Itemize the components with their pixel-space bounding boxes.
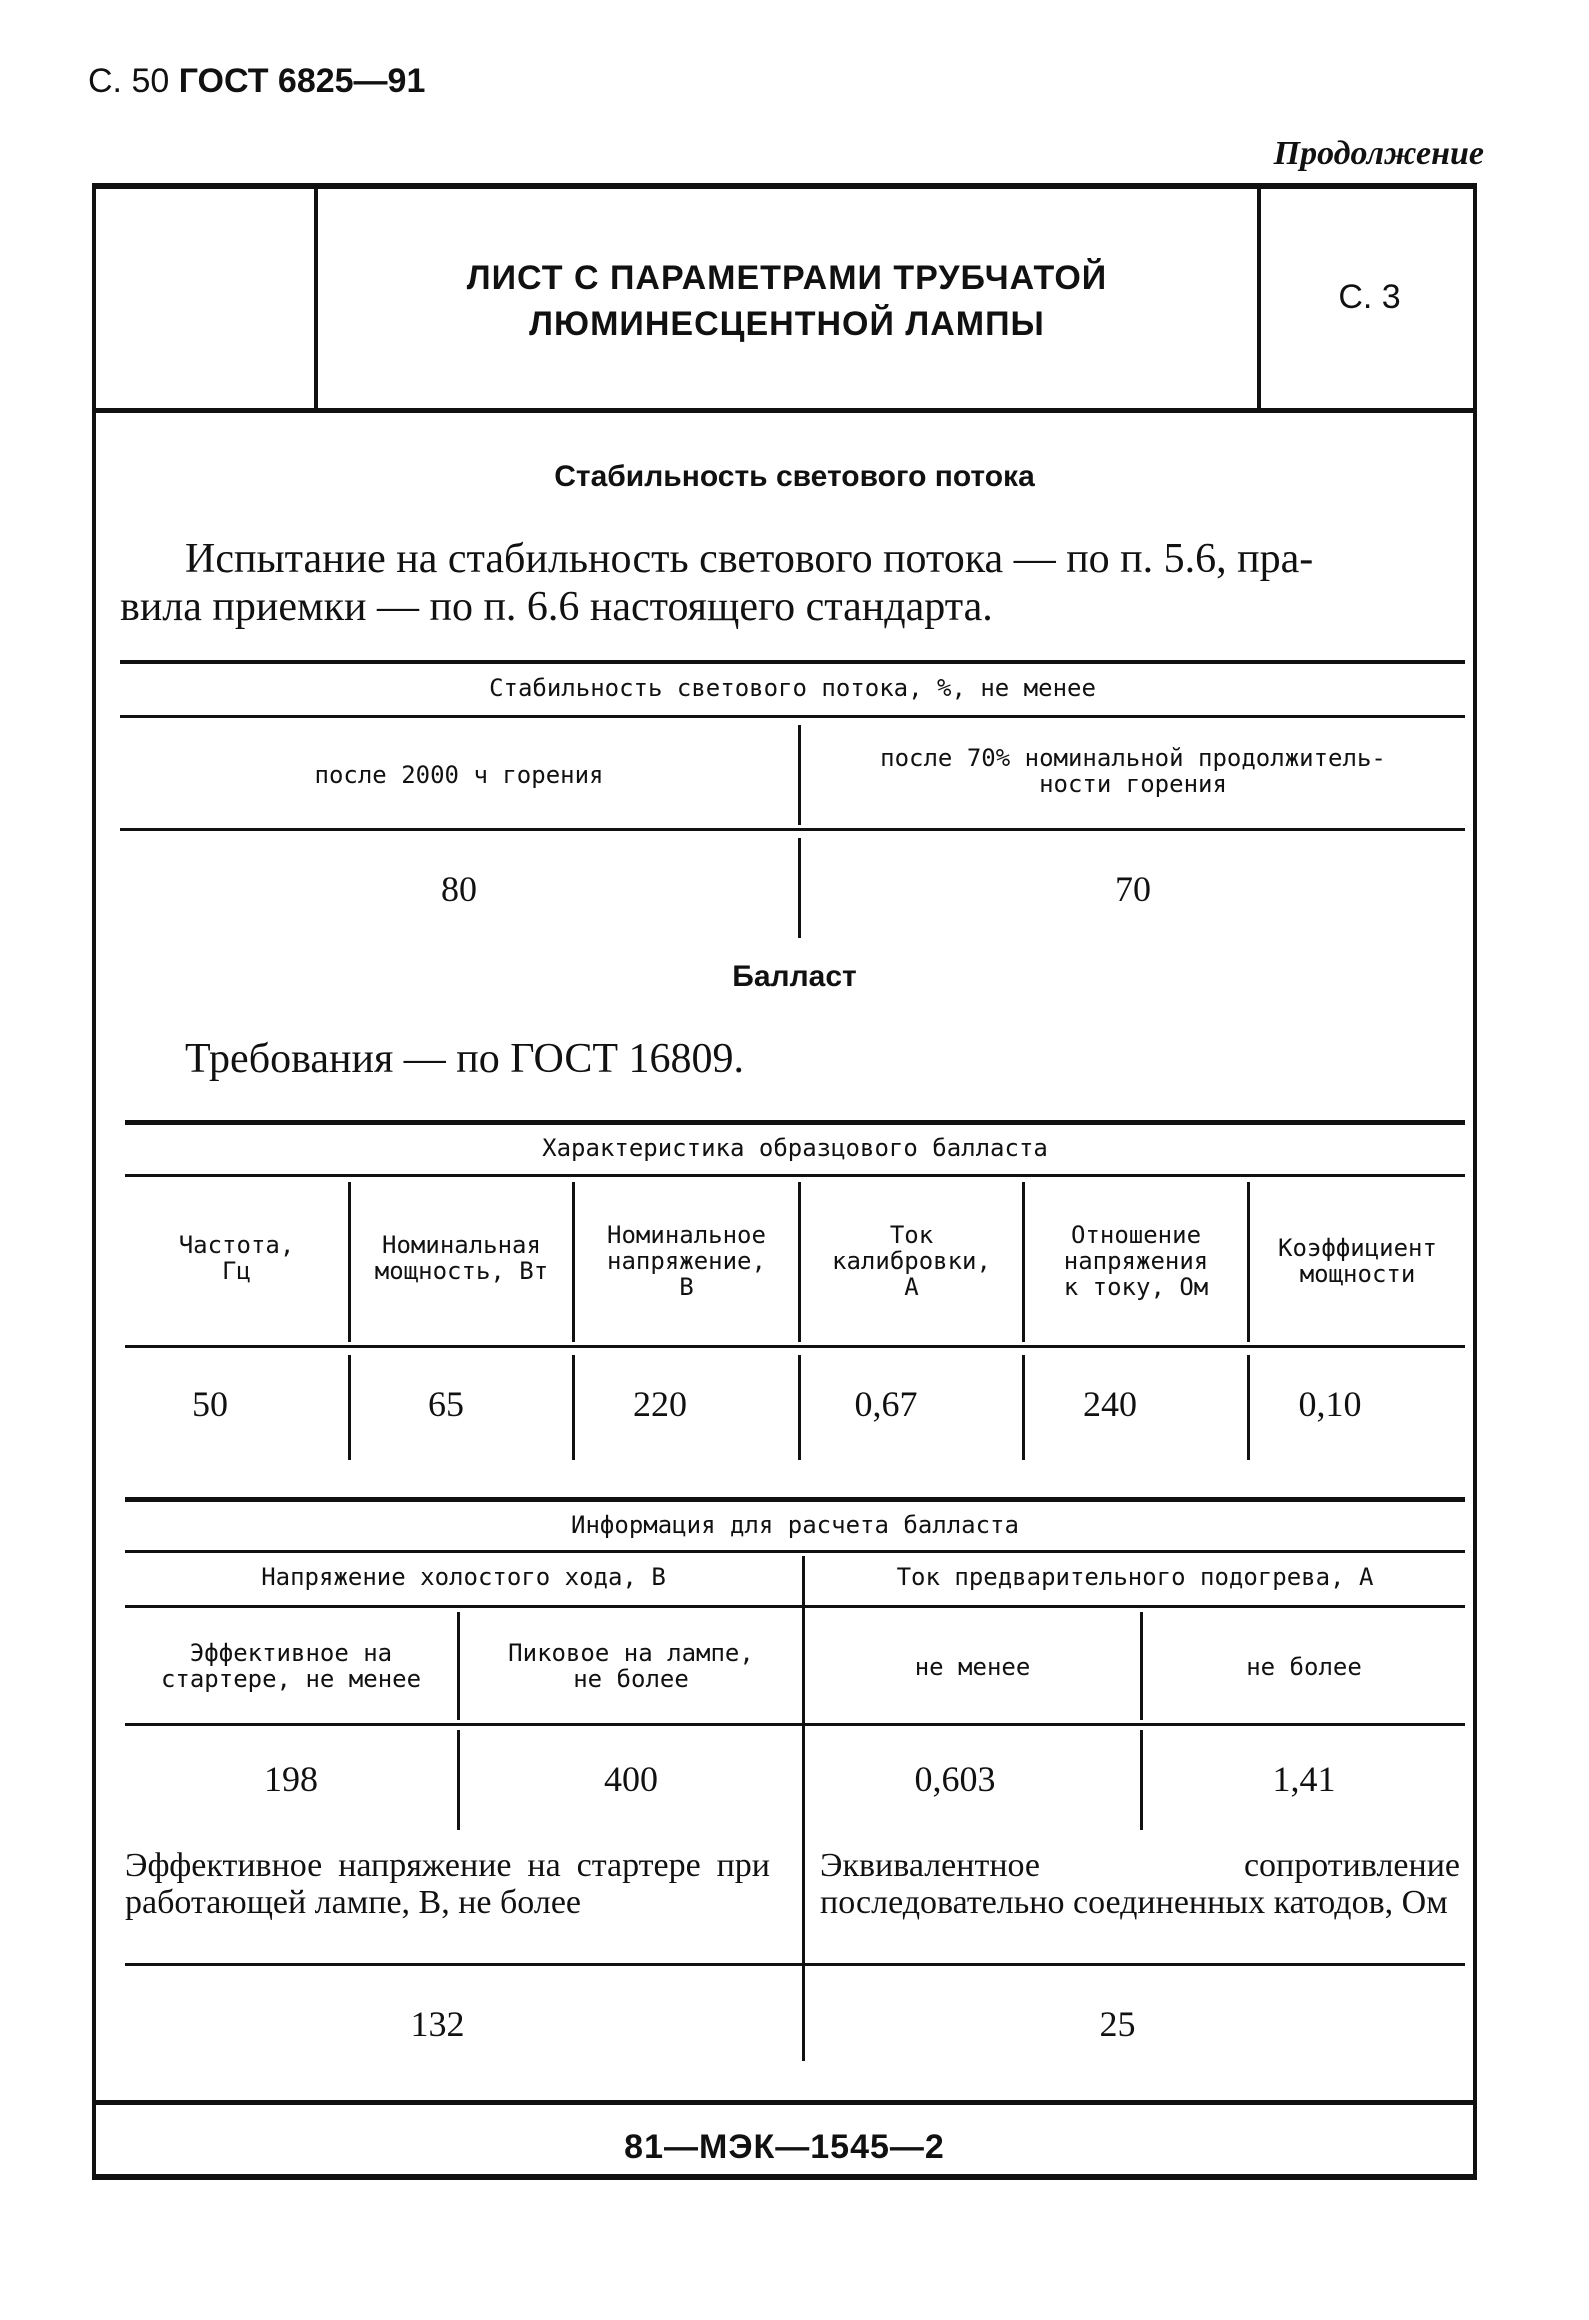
calc-value-starter-voltage: 132 bbox=[410, 2004, 465, 2044]
calc-col-peak-lamp: Пиковое на лампе, не более bbox=[508, 1639, 754, 1693]
calc-group-preheat-current: Ток предварительного подогрева, А bbox=[896, 1563, 1374, 1591]
ballast-col-frequency: Частота, Гц bbox=[178, 1231, 295, 1285]
title-vline-right bbox=[1257, 189, 1261, 411]
sheet-title bbox=[322, 255, 1252, 347]
sheet-title-line1: ЛИСТ С ПАРАМЕТРАМИ ТРУБЧАТОЙ bbox=[466, 259, 1108, 297]
ballast-text: Требования — по ГОСТ 16809. bbox=[185, 1036, 744, 1082]
stability-text bbox=[120, 535, 1460, 631]
calc-group-open-circuit-voltage: Напряжение холостого хода, В bbox=[261, 1563, 666, 1591]
calc-col-min: не менее bbox=[914, 1653, 1031, 1681]
calc-col-max: не более bbox=[1246, 1653, 1362, 1681]
stability-table-title: Стабильность светового потока, %, не менее bbox=[489, 674, 1096, 702]
calc-value-peak-lamp: 400 bbox=[604, 1759, 658, 1799]
stability-value-2000h: 80 bbox=[441, 869, 477, 909]
ballast-col-current: Ток калибровки, А bbox=[832, 1221, 991, 1301]
ballast-value-frequency: 50 bbox=[192, 1384, 228, 1424]
calc-value-min: 0,603 bbox=[914, 1759, 996, 1799]
footer-code: 81—МЭК—1545—2 bbox=[624, 2128, 945, 2166]
sheet-title-line2: ЛЮМИНЕСЦЕНТНОЙ ЛАМПЫ bbox=[529, 305, 1045, 343]
calc-table-title: Информация для расчета балласта bbox=[571, 1511, 1019, 1539]
stability-value-70pct: 70 bbox=[1115, 869, 1151, 909]
page-header bbox=[88, 62, 425, 101]
ballast-heading: Балласт bbox=[732, 960, 857, 993]
title-divider bbox=[92, 408, 1477, 413]
ballast-value-voltage: 220 bbox=[633, 1384, 687, 1424]
calc-text-cathode-resistance: Эквивалентное сопротивление последовательно соединенных катодов, Ом bbox=[820, 1847, 1460, 1921]
ballast-col-power: Номинальная мощность, Вт bbox=[374, 1231, 549, 1285]
ballast-value-power: 65 bbox=[428, 1384, 464, 1424]
calc-value-effective-starter: 198 bbox=[264, 1759, 318, 1799]
ballast-col-voltage: Номинальное напряжение, В bbox=[607, 1221, 766, 1301]
ballast-value-ratio: 240 bbox=[1083, 1384, 1137, 1424]
calc-text-starter-voltage: Эффективное напряжение на стартере при работающей лампе, В, не более bbox=[125, 1847, 770, 1921]
calc-col-effective-starter: Эффективное на стартере, не менее bbox=[160, 1639, 422, 1693]
stability-col-2000h: после 2000 ч горения bbox=[314, 761, 604, 789]
ballast-value-current: 0,67 bbox=[854, 1384, 918, 1424]
calc-value-max: 1,41 bbox=[1272, 1759, 1336, 1799]
ballast-table-title: Характеристика образцового балласта bbox=[542, 1134, 1048, 1162]
continuation-label: Продолжение bbox=[1273, 135, 1484, 172]
sheet-page-number: С. 3 bbox=[1338, 278, 1401, 316]
footer-divider bbox=[92, 2100, 1477, 2105]
ballast-col-ratio: Отношение напряжения к току, Ом bbox=[1063, 1221, 1209, 1301]
standard-number: ГОСТ 6825—91 bbox=[178, 62, 426, 100]
stability-text-line2: вила приемки — по п. 6.6 настоящего стандарта. bbox=[120, 584, 993, 630]
ballast-col-power-factor: Коэффициент мощности bbox=[1278, 1234, 1437, 1288]
stability-heading: Стабильность светового потока bbox=[554, 460, 1035, 493]
calc-value-cathode-resistance: 25 bbox=[1099, 2004, 1136, 2044]
title-vline-left bbox=[314, 189, 318, 411]
ballast-value-power-factor: 0,10 bbox=[1298, 1384, 1362, 1424]
page-label: С. 50 bbox=[88, 62, 170, 100]
stability-text-line1: Испытание на стабильность светового потока — по п. 5.6, пра- bbox=[185, 536, 1314, 582]
stability-col-70pct: после 70% номинальной продолжитель- ности горения bbox=[880, 744, 1386, 798]
